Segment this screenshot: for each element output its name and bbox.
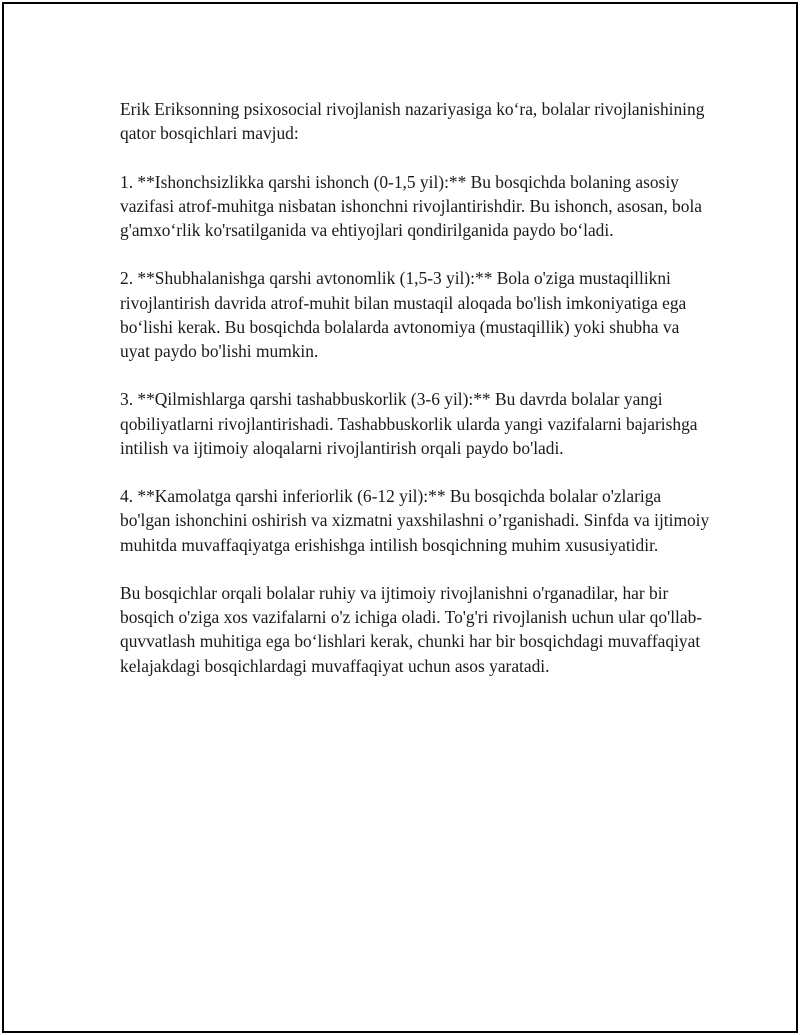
stage-3-paragraph: 3. **Qilmishlarga qarshi tashabbuskorlik (3-6 yil):** Bu davrda bolalar yangi qobiliyatlarni rivojlantirishadi. Tashabbuskorlik ularda yangi vazifalarni bajarishga intilish va ijtimoiy aloqalarni rivojlantirish orqali paydo bo'ladi. (120, 389, 698, 458)
page-frame (2, 2, 798, 1033)
conclusion-paragraph: Bu bosqichlar orqali bolalar ruhiy va ijtimoiy rivojlanishni o'rganadilar, har bir bosqich o'ziga xos vazifalarni o'z ichiga oladi. To'g'ri rivojlanish uchun ular qo'llab-quvvatlash muhitiga ega bo‘lishlari kerak, chunki har bir bosqichdagi muvaffaqiyat kelajakdagi bosqichlardagi muvaffaqiyat uchun asos yaratadi. (120, 582, 703, 676)
intro-paragraph: Erik Eriksonning psixosocial rivojlanish nazariyasiga ko‘ra, bolalar rivojlanishining qator bosqichlari mavjud: (120, 99, 705, 144)
document-body (120, 97, 710, 702)
stage-4-paragraph: 4. **Kamolatga qarshi inferiorlik (6-12 yil):** Bu bosqichda bolalar o'zlariga bo'lgan ishonchini oshirish va xizmatni yaxshilashni o’rganishadi. Sinfda va ijtimoiy muhitda muvaffaqiyatga erishishga intilish bosqichning muhim xususiyatidir. (120, 486, 710, 555)
stage-2-paragraph: 2. **Shubhalanishga qarshi avtonomlik (1,5-3 yil):** Bola o'ziga mustaqillikni rivojlantirish davrida atrof-muhit bilan mustaqil aloqada bo'lish imkoniyatiga ega bo‘lishi kerak. Bu bosqichda bolalarda avtonomiya (mustaqillik) yoki shubha va uyat paydo bo'lishi mumkin. (120, 268, 687, 361)
stage-1-paragraph: 1. **Ishonchsizlikka qarshi ishonch (0-1,5 yil):** Bu bosqichda bolaning asosiy vazifasi atrof-muhitga nisbatan ishonchni rivojlantirishdir. Bu ishonch, asosan, bola g'amxo‘rlik ko'rsatilganida va ehtiyojlari qondirilganida paydo bo‘ladi. (120, 171, 702, 240)
